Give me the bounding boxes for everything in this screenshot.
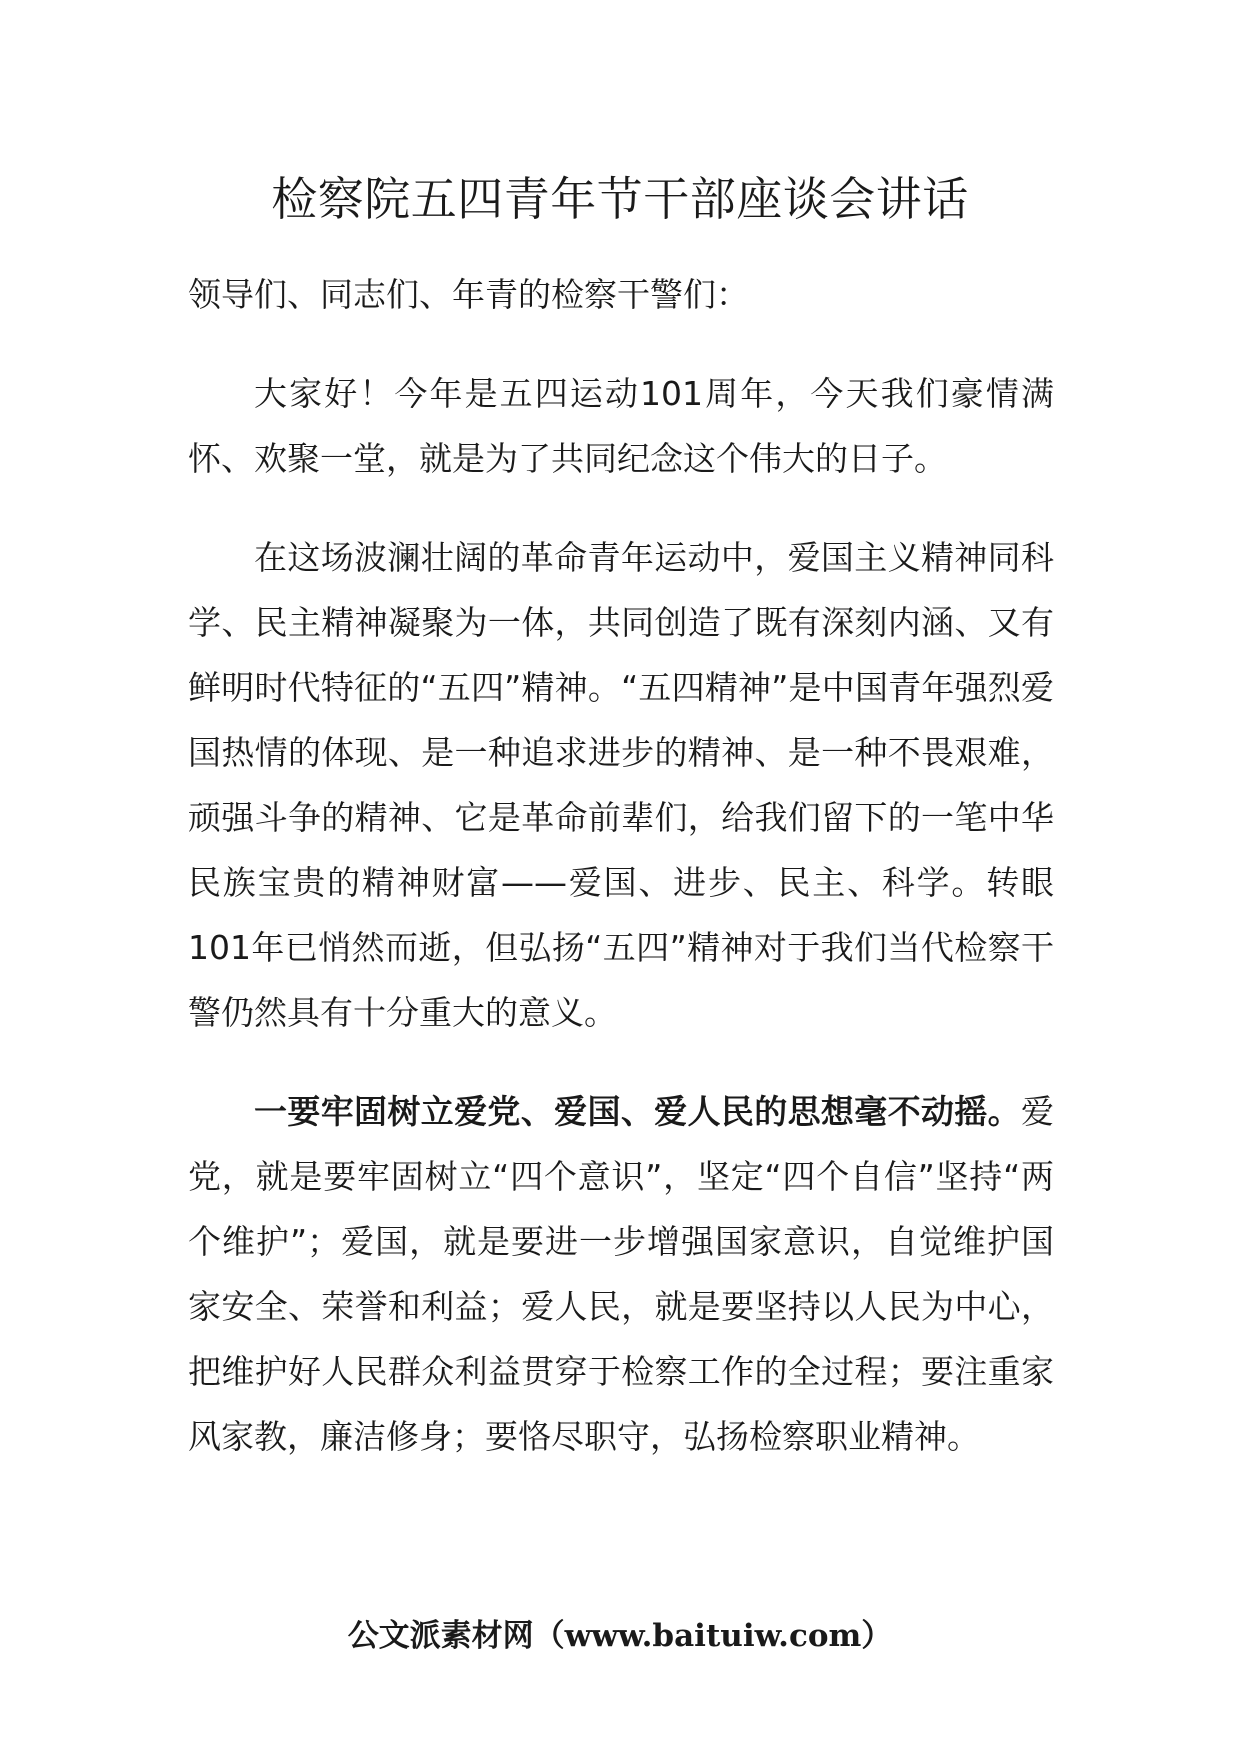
document-body <box>188 262 1054 1503</box>
footer-source: 公文派素材网（www.baituiw.com） <box>347 1618 893 1654</box>
salutation: 领导们、同志们、年青的检察干警们： <box>188 275 749 314</box>
paragraph-may-fourth-spirit: 在这场波澜壮阔的革命青年运动中，爱国主义精神同科学、民主精神凝聚为一体，共同创造了既有深刻内涵、又有鲜明时代特征的“五四”精神。“五四精神”是中国青年强烈爱国热情的体现、是一种追求进步的精神、是一种不畏艰难，顽强斗争的精神、它是革命前辈们，给我们留下的一笔中华民族宝贵的精神财富——爱国、进步、民主、科学。转眼101年已悄然而逝，但弘扬“五四”精神对于我们当代检察干警仍然具有十分重大的意义。 <box>188 538 1054 1032</box>
point-one-text: 爱党，就是要牢固树立“四个意识”，坚定“四个自信”坚持“两个维护”；爱国，就是要进一步增强国家意识，自觉维护国家安全、荣誉和利益；爱人民，就是要坚持以人民为中心，把维护好人民群众利益贯穿于检察工作的全过程；要注重家风家教，廉洁修身；要恪尽职守，弘扬检察职业精神。 <box>188 1092 1054 1456</box>
paragraph-greeting: 大家好！今年是五四运动101周年，今天我们豪情满怀、欢聚一堂，就是为了共同纪念这个伟大的日子。 <box>188 374 1054 478</box>
paragraph-point-one <box>188 1079 1054 1469</box>
point-one-heading: 一要牢固树立爱党、爱国、爱人民的思想毫不动摇。 <box>254 1092 1021 1131</box>
document-title: 检察院五四青年节干部座谈会讲话 <box>271 172 969 226</box>
